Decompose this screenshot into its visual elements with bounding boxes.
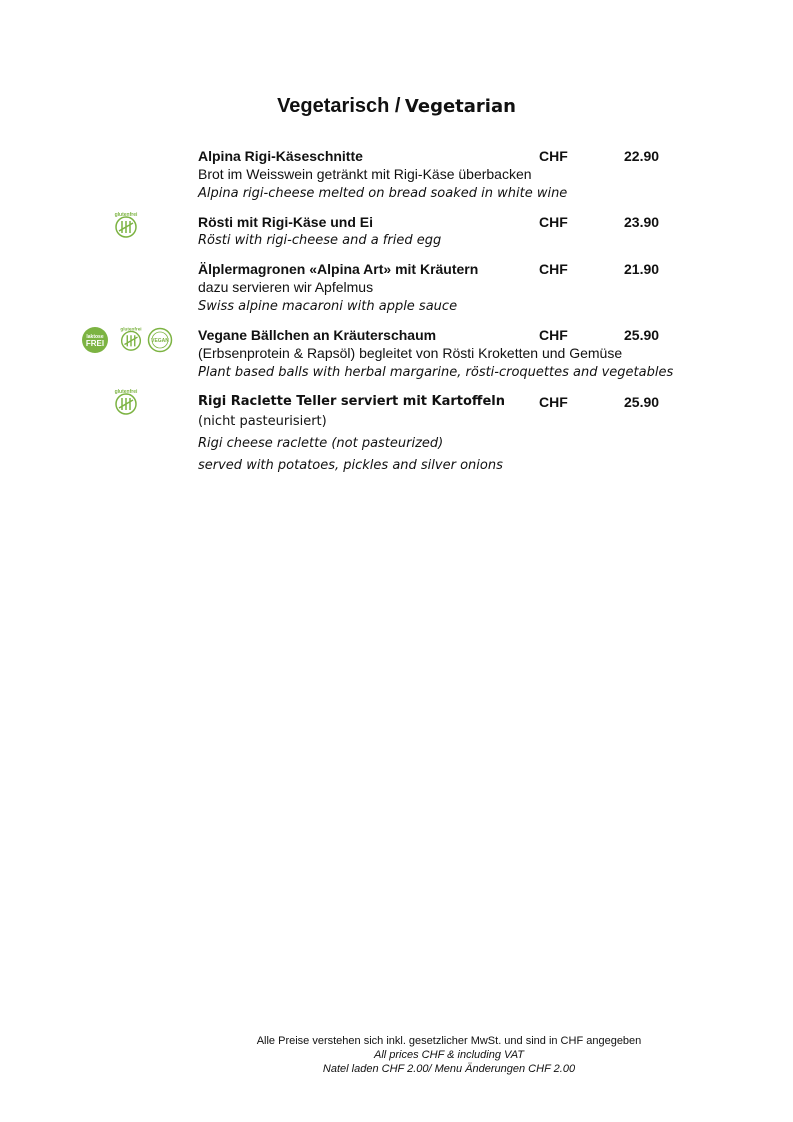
description-german: (Erbsenprotein & Rapsöl) begleitet von Rösti Kroketten und Gemüse xyxy=(198,345,623,361)
description-german: (nicht pasteurisiert) xyxy=(198,414,327,429)
menu-item-raclette xyxy=(198,393,678,477)
price: 22.90 xyxy=(624,148,660,164)
description-english-2: served with potatoes, pickles and silver onions xyxy=(198,458,503,473)
currency: CHF xyxy=(539,261,568,277)
description-english: Rösti with rigi-cheese and a fried egg xyxy=(198,233,442,248)
dish-name: Älplermagronen «Alpina Art» mit Kräutern xyxy=(198,261,479,277)
description-german: Brot im Weisswein getränkt mit Rigi-Käse überbacken xyxy=(198,166,532,182)
gluten-free-icon xyxy=(111,387,141,415)
gluten-free-label: glutenfrei xyxy=(114,212,138,218)
lactose-free-icon xyxy=(81,324,109,354)
description-english: Rigi cheese raclette (not pasteurized) xyxy=(198,436,444,451)
menu-item-vegane-baellchen xyxy=(198,326,678,383)
page-title xyxy=(0,95,793,118)
svg-text:glutenfrei: glutenfrei xyxy=(114,389,138,395)
dish-name: Rigi Raclette Teller serviert mit Kartoffeln xyxy=(198,394,505,409)
menu-item-roesti xyxy=(198,213,678,251)
svg-text:glutenfrei: glutenfrei xyxy=(120,326,142,332)
gluten-free-icon xyxy=(117,324,145,352)
dish-name: Alpina Rigi-Käseschnitte xyxy=(198,148,363,164)
menu-item-aelplermagronen xyxy=(198,260,678,317)
menu-item-kaeseschnitte xyxy=(198,147,678,204)
currency: CHF xyxy=(539,394,568,410)
title-german: Vegetarisch / xyxy=(277,95,401,117)
price: 25.90 xyxy=(624,327,660,343)
currency: CHF xyxy=(539,327,568,343)
vegan-label: VEGAN xyxy=(151,338,169,344)
description-english: Alpina rigi-cheese melted on bread soaked in white wine xyxy=(198,186,568,201)
footer xyxy=(238,1034,660,1076)
svg-text:laktose: laktose xyxy=(86,334,104,340)
svg-text:FREI: FREI xyxy=(85,339,105,348)
description-german: dazu servieren wir Apfelmus xyxy=(198,279,374,295)
price: 23.90 xyxy=(624,214,660,230)
currency: CHF xyxy=(539,214,568,230)
footer-surcharges: Natel laden CHF 2.00/ Menu Änderungen CHF 2.00 xyxy=(322,1063,576,1075)
price: 25.90 xyxy=(624,394,660,410)
dish-name: Vegane Bällchen an Kräuterschaum xyxy=(198,327,437,343)
vegan-icon xyxy=(147,327,173,353)
currency: CHF xyxy=(539,148,568,164)
footer-vat-english: All prices CHF & including VAT xyxy=(374,1049,524,1061)
price: 21.90 xyxy=(624,261,660,277)
description-english: Swiss alpine macaroni with apple sauce xyxy=(198,299,458,314)
footer-vat-german: Alle Preise verstehen sich inkl. gesetzlicher MwSt. und sind in CHF angegeben xyxy=(256,1035,642,1047)
gluten-free-icon xyxy=(111,210,141,238)
dish-name: Rösti mit Rigi-Käse und Ei xyxy=(198,214,374,230)
description-english: Plant based balls with herbal margarine, rösti-croquettes and vegetables xyxy=(198,365,674,380)
title-english: Vegetarian xyxy=(404,96,516,117)
